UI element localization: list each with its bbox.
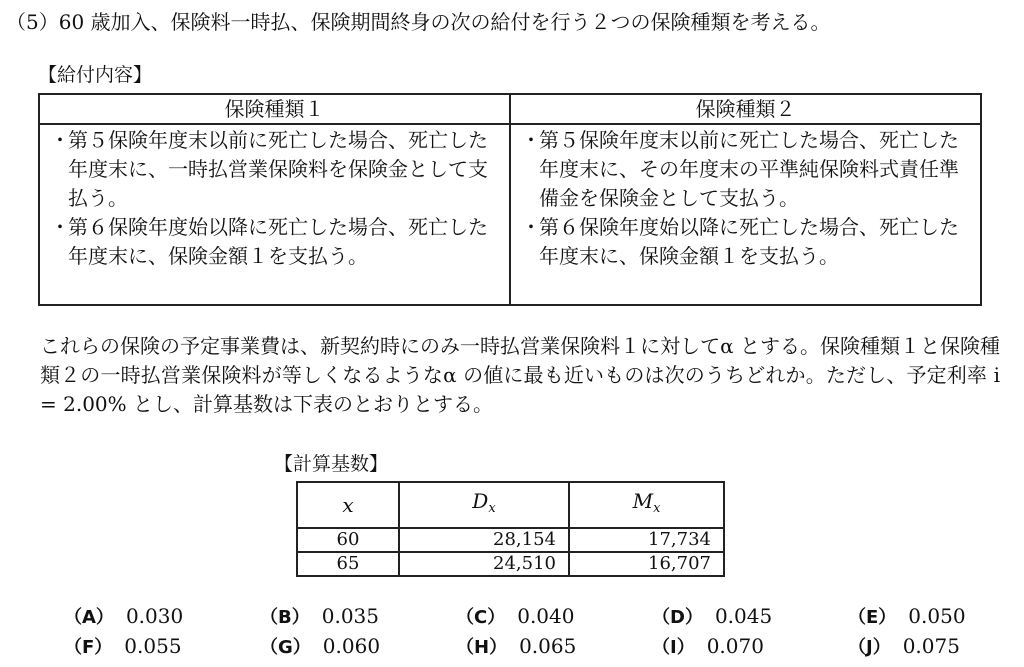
benefit-item <box>50 126 501 213</box>
basis-header-m <box>569 482 724 528</box>
choice-value: 0.035 <box>321 604 379 628</box>
basis-row <box>297 528 724 552</box>
basis-header-d-main: D <box>472 489 489 513</box>
choice-h[interactable] <box>456 633 576 661</box>
basis-header-m-sub: x <box>653 501 661 516</box>
basis-cell-x: 60 <box>297 528 399 552</box>
bullet-mark: ・ <box>50 128 70 152</box>
choice-value: 0.045 <box>714 604 773 628</box>
choice-letter: （H） <box>456 637 508 658</box>
choice-g[interactable] <box>260 633 380 661</box>
choice-e[interactable] <box>848 603 966 631</box>
choice-letter: （D） <box>652 607 703 628</box>
basis-cell-d: 24,510 <box>399 552 569 576</box>
benefits-body-row <box>39 124 981 305</box>
basis-cell-d: 28,154 <box>399 528 569 552</box>
basis-header-m-main: M <box>632 489 654 513</box>
choice-value: 0.065 <box>519 634 577 658</box>
choice-f[interactable] <box>64 633 182 661</box>
choice-letter: （G） <box>260 637 311 658</box>
choice-d[interactable] <box>652 603 772 631</box>
choice-value: 0.060 <box>322 634 381 658</box>
benefits-cell-type2 <box>510 124 981 305</box>
benefit-text: 第５保険年度末以前に死亡した場合、死亡した年度末に、一時払営業保険料を保険金として支払う。 <box>68 128 488 210</box>
choice-letter: （A） <box>64 607 114 628</box>
choice-letter: （J） <box>848 637 891 658</box>
choice-value: 0.075 <box>902 634 960 658</box>
choice-c[interactable] <box>456 603 574 631</box>
basis-header-d <box>399 482 569 528</box>
choice-letter: （E） <box>848 607 897 628</box>
benefits-table <box>38 93 982 306</box>
choice-value: 0.030 <box>125 604 184 628</box>
choice-value: 0.055 <box>124 634 182 658</box>
basis-cell-m: 17,734 <box>569 528 724 552</box>
benefits-header-type2: 保険種類２ <box>510 94 981 124</box>
question-text: （5）60 歳加入、保険料一時払、保険期間終身の次の給付を行う２つの保険種類を考える。 <box>6 10 831 34</box>
benefit-item <box>521 213 972 271</box>
choice-value: 0.070 <box>706 634 764 658</box>
basis-cell-m: 16,707 <box>569 552 724 576</box>
basis-table <box>296 481 725 577</box>
choice-letter: （B） <box>260 607 310 628</box>
basis-header-d-sub: x <box>488 501 496 516</box>
choice-letter: （I） <box>652 637 695 658</box>
basis-header-x: x <box>297 482 399 528</box>
basis-header-row <box>297 482 724 528</box>
basis-label: 【計算基数】 <box>274 453 389 475</box>
benefits-header-row <box>39 94 981 124</box>
benefit-text: 第５保険年度末以前に死亡した場合、死亡した年度末に、その年度末の平準純保険料式責任準備金を保険金として支払う。 <box>539 128 959 210</box>
bullet-mark: ・ <box>521 128 541 152</box>
problem-paragraph: これらの保険の予定事業費は、新契約時にのみ一時払営業保険料１に対してα とする。保険種類１と保険種類２の一時払営業保険料が等しくなるようなα の値に最も近いものは次のうちどれか。ただし、予定利率 i = 2.00% とし、計算基数は下表のとおりとする。 <box>40 334 1000 416</box>
answer-choices <box>0 603 1024 663</box>
choice-value: 0.040 <box>517 604 575 628</box>
choice-a[interactable] <box>64 603 183 631</box>
benefit-text: 第６保険年度始以降に死亡した場合、死亡した年度末に、保険金額１を支払う。 <box>68 215 488 268</box>
benefits-header-type1: 保険種類１ <box>39 94 510 124</box>
choice-value: 0.050 <box>908 604 966 628</box>
benefit-text: 第６保険年度始以降に死亡した場合、死亡した年度末に、保険金額１を支払う。 <box>539 215 959 268</box>
benefits-label: 【給付内容】 <box>38 64 153 86</box>
bullet-mark: ・ <box>521 215 541 239</box>
choice-letter: （C） <box>456 607 506 628</box>
choice-b[interactable] <box>260 603 379 631</box>
benefit-item <box>521 126 972 213</box>
benefit-item <box>50 213 501 271</box>
choice-letter: （F） <box>64 637 113 658</box>
basis-row <box>297 552 724 576</box>
choice-i[interactable] <box>652 633 764 661</box>
benefits-cell-type1 <box>39 124 510 305</box>
choice-j[interactable] <box>848 633 960 661</box>
bullet-mark: ・ <box>50 215 70 239</box>
basis-cell-x: 65 <box>297 552 399 576</box>
